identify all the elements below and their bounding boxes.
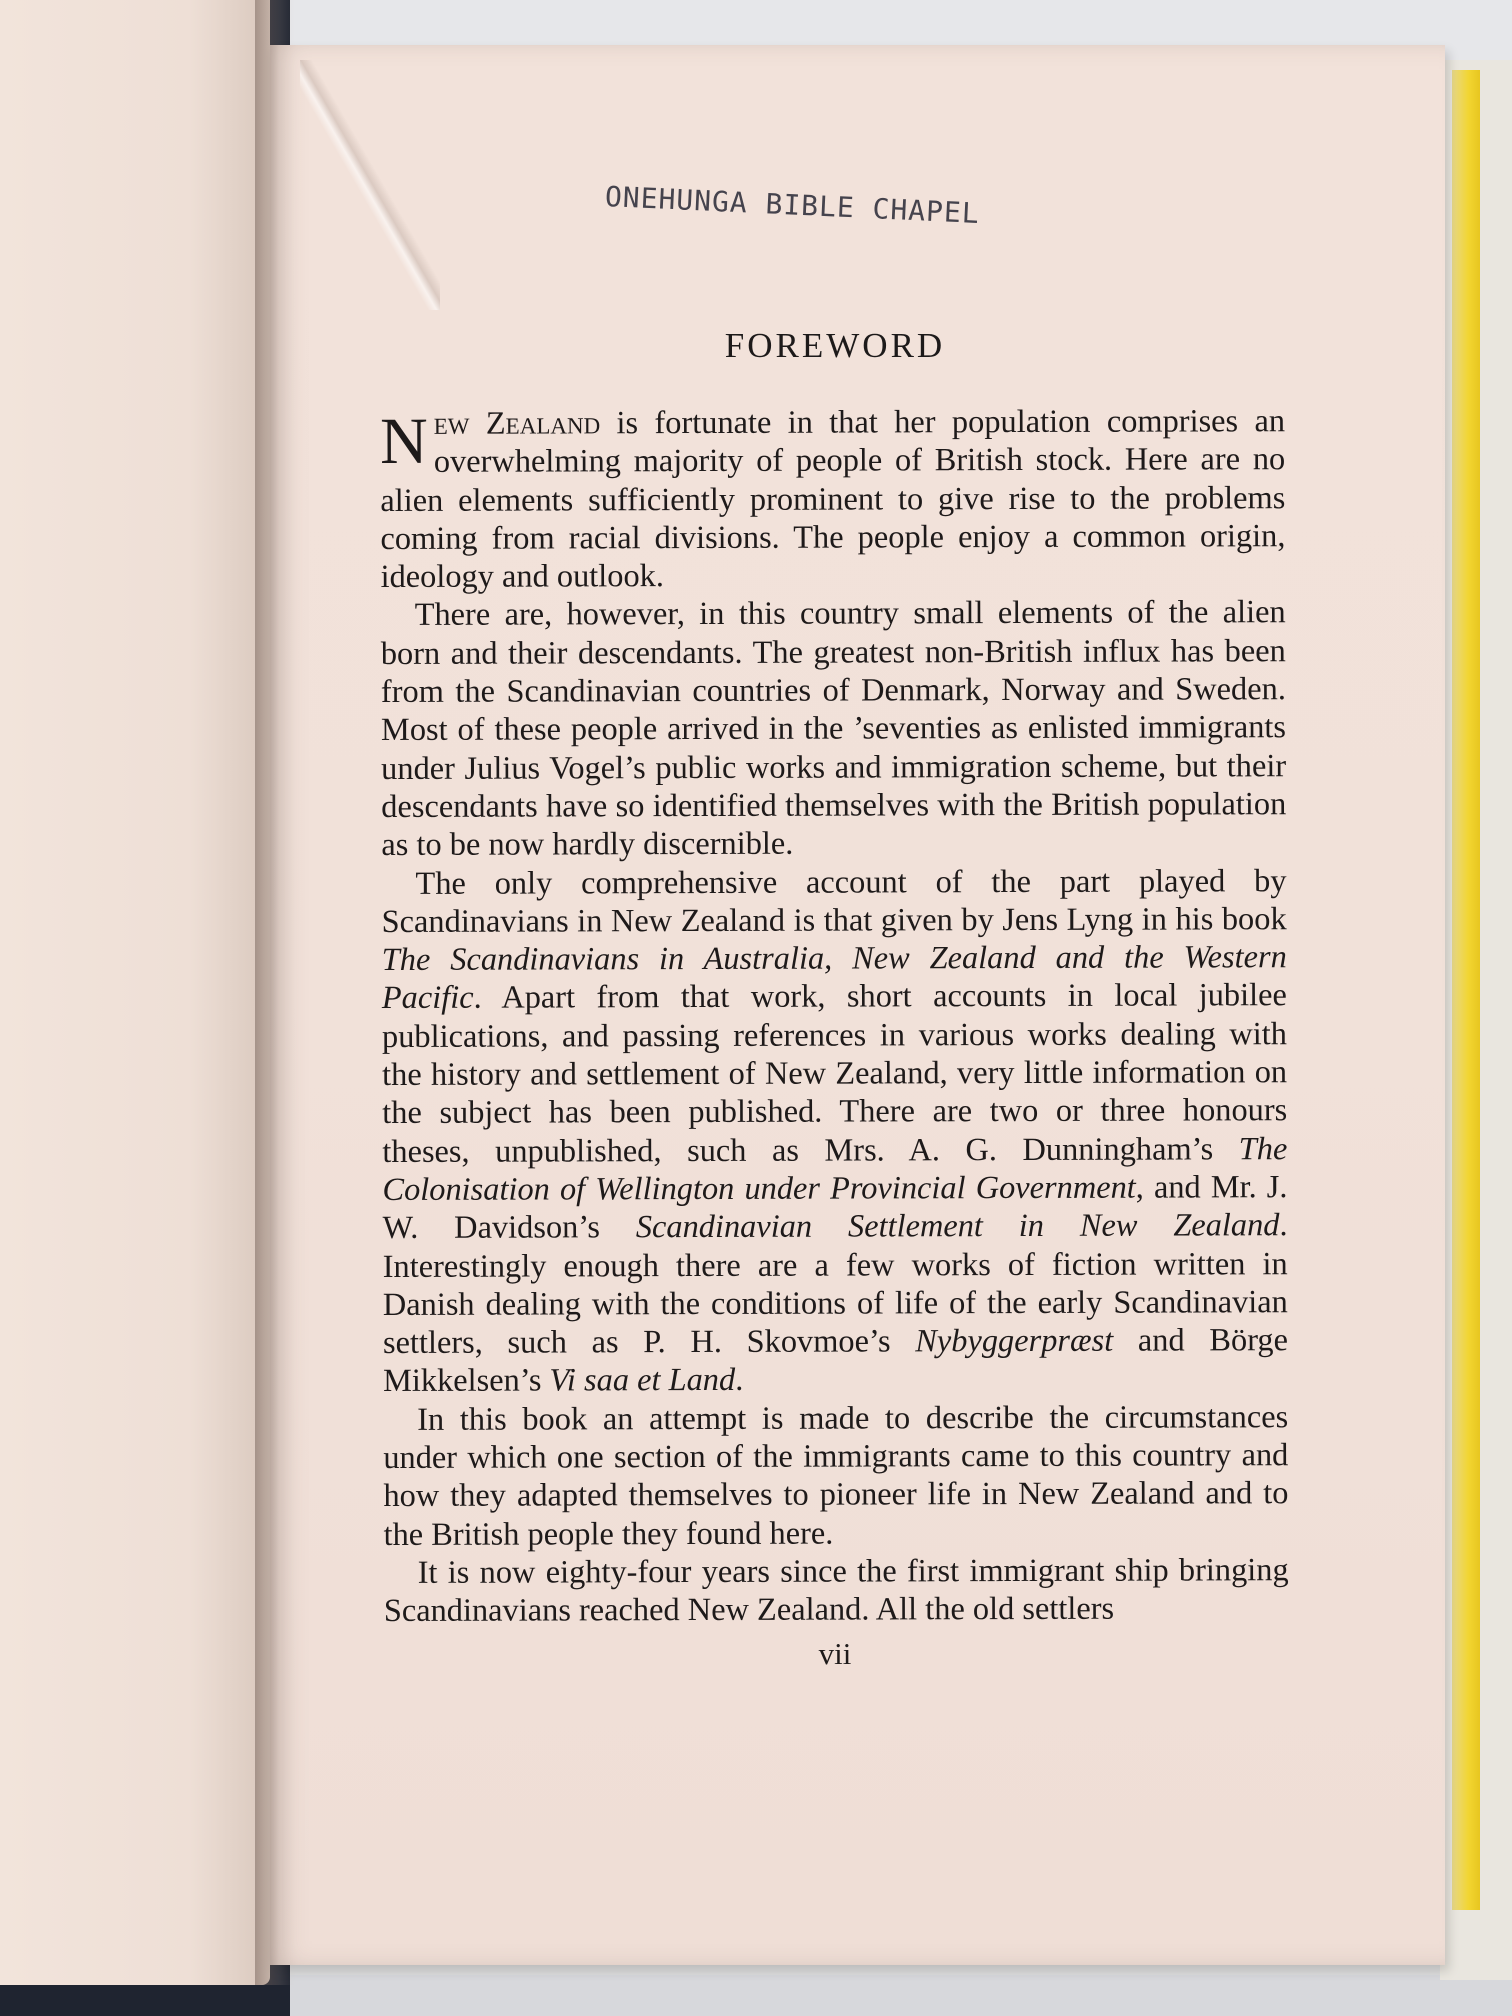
- paragraph-1: [380, 402, 1286, 596]
- thesis-title-italic: The Colonisation of Wellington under Provincial Government: [382, 1130, 1288, 1208]
- paragraph-text: There are, however, in this country small elements of the alien born and their descendants. The greatest non-British influx has been from the Scandinavian countries of Denmark, Norway and Sweden. Most of these people arrived in the ’seventies as enlisted immigrants under Julius Vogel’s public works and immigration scheme, but their descendants have so identified themselves with the British population as to be now hardly discernible.: [380, 594, 1287, 864]
- paragraph-text: . Interestingly enough there are a few works of fiction written in Danish dealing with the conditions of life of the early Scandinavian settlers, such as P. H. Skovmoe’s: [382, 1207, 1288, 1362]
- paragraph-5: [384, 1551, 1289, 1630]
- foreword-body: [380, 402, 1289, 1630]
- dust-jacket-edge: [1452, 70, 1480, 1910]
- page-title: FOREWORD: [724, 326, 946, 365]
- book-title-italic: The Scandinavians in Australia, New Zealand and the Western Pacific: [381, 939, 1287, 1017]
- paragraph-text: It is now eighty-four years since the first immigrant ship bringing Scandinavians reached New Zealand. All the old settlers: [383, 1552, 1289, 1630]
- paragraph-text: , and Mr. J. W. Davidson’s: [382, 1169, 1288, 1247]
- book-title-italic: Vi saa et Land: [549, 1362, 736, 1399]
- page-number: vii: [818, 1636, 852, 1671]
- paragraph-text: In this book an attempt is made to describe the circumstances under which one section of the immigrants came to this country and how they adapted themselves to pioneer life in New Zealand and to the British people they found here.: [383, 1398, 1289, 1553]
- drop-cap: N: [380, 404, 428, 478]
- paragraph-3: [381, 862, 1288, 1401]
- paragraph-text: is fortunate in that her population comprises an overwhelming majority of people of British stock. Here are no alien elements sufficiently prominent to give rise to the problems coming from racial divisions. The people enjoy a common origin, ideology and outlook.: [380, 403, 1286, 596]
- page-gutter-shadow: [255, 0, 295, 1985]
- left-page: [0, 0, 270, 1985]
- paragraph-2: [381, 594, 1287, 865]
- thesis-title-italic: Scandinavian Settlement in New Zealand: [635, 1207, 1280, 1246]
- paragraph-text: .: [735, 1362, 744, 1399]
- paragraph-text: and Börge Mikkelsen’s: [383, 1322, 1288, 1400]
- paragraph-text: . Apart from that work, short accounts in local jubilee publications, and passing references in various works dealing with the history and settlement of New Zealand, very little information on the subject has been published. There are two or three honours theses, unpublished, such as Mrs. A. G. Dunningham’s: [381, 977, 1288, 1170]
- library-stamp: ONEHUNGA BIBLE CHAPEL: [604, 180, 981, 230]
- paragraph-4: [383, 1398, 1288, 1554]
- smallcaps-lead: ew Zealand: [433, 405, 601, 442]
- page-crease: [300, 60, 440, 310]
- book-title-italic: Nybyggerpræst: [915, 1322, 1114, 1360]
- paragraph-text: The only comprehensive account of the part played by Scandinavians in New Zealand is that given by Jens Lyng in his book: [381, 862, 1287, 940]
